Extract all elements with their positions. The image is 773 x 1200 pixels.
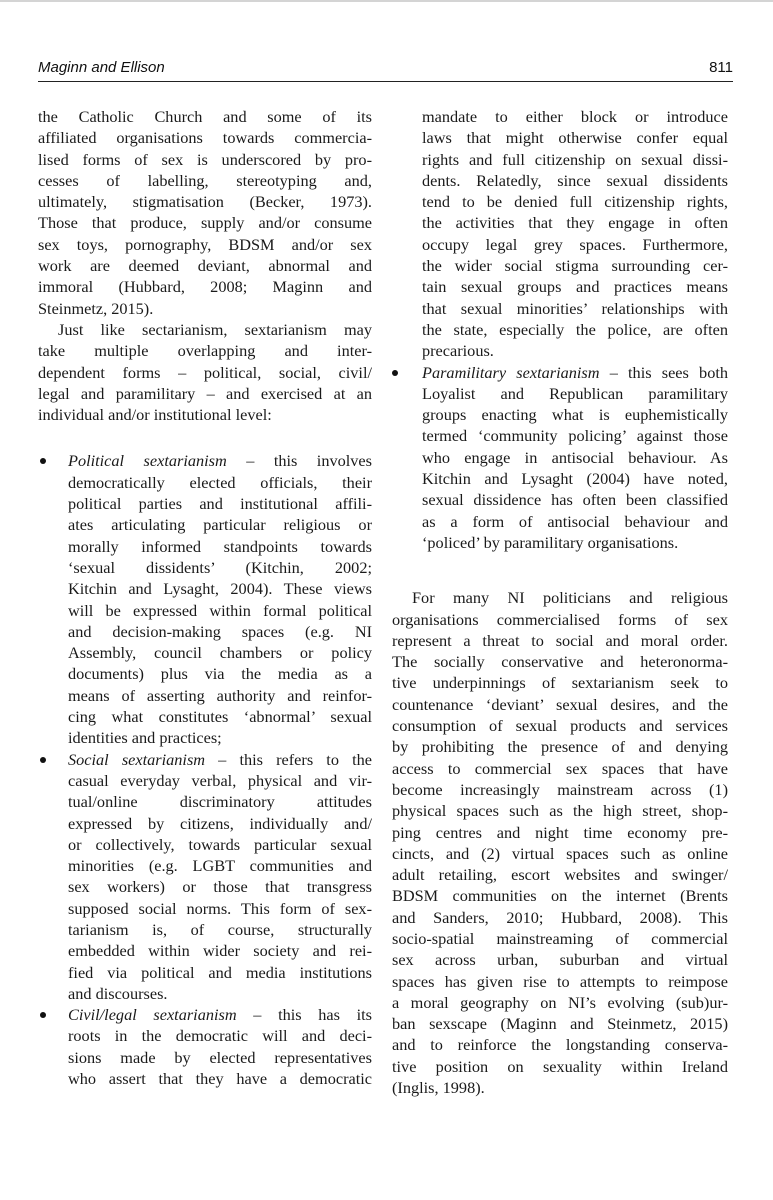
text-line: and to reinforce the longstanding conserva- (392, 1035, 728, 1055)
text-line: identities and practices; (68, 728, 222, 748)
text-line: tain sexual groups and practices means (422, 277, 728, 297)
text-line: mandate to either block or introduce (422, 107, 728, 126)
text-line: Civil/legal sextarianism – this has its (68, 1005, 372, 1025)
text-line: work are deemed deviant, abnormal and (38, 256, 372, 276)
text-line: access to commercial sex spaces that have (392, 758, 728, 778)
text-line: For many NI politicians and religious (412, 588, 728, 608)
bullet-icon (392, 362, 422, 383)
text-line: the activities that they engage in often (422, 213, 728, 233)
text-line: (Inglis, 1998). (392, 1078, 485, 1098)
text-line: morally informed standpoints towards (68, 536, 372, 556)
header-rule (38, 81, 733, 82)
text-line: tive position on sexuality within Ireland (392, 1056, 728, 1076)
top-border (0, 0, 773, 2)
text-line: by prohibiting the presence of and denying (392, 737, 728, 757)
text-line: countenance ‘deviant’ sexual desires, and the (392, 694, 728, 714)
text-line: occupy legal grey spaces. Furthermore, (422, 234, 728, 254)
text-line: laws that might otherwise confer equal (422, 128, 728, 148)
text-line: The socially conservative and heteronorma- (392, 652, 728, 672)
text-line: sex toys, pornography, BDSM and/or sex (38, 234, 372, 254)
running-header (38, 57, 733, 83)
text-line: roots in the democratic will and deci- (68, 1026, 372, 1046)
text-line: take multiple overlapping and inter- (38, 341, 372, 361)
term-civil-legal: Civil/legal sextarianism (68, 1005, 237, 1025)
bullet-icon (38, 749, 68, 770)
list-item-social (38, 749, 372, 1005)
text-line: lised forms of sex is underscored by pro- (38, 149, 372, 169)
text-line: the Catholic Church and some of its (38, 107, 372, 126)
text-line: ‘policed’ by paramilitary organisations. (422, 532, 679, 552)
text-line: Assembly, council chambers or policy (68, 643, 372, 663)
text-line: groups enacting what is euphemistically (422, 405, 728, 425)
text-line: tend to be denied full citizenship rights, (422, 192, 728, 212)
text-line: that sexual minorities’ relationships with (422, 298, 728, 318)
text-line: cing what constitutes ‘abnormal’ sexual (68, 707, 372, 727)
list-item-civil-legal (38, 1004, 372, 1089)
text-line: tual/online discriminatory attitudes (68, 792, 372, 812)
text-line: Political sextarianism – this involves (68, 451, 372, 471)
term-social: Social sextarianism (68, 749, 206, 769)
text-line: supposed social norms. This form of sex- (68, 898, 372, 918)
term-paramilitary: Paramilitary sextarianism (422, 362, 600, 382)
text-line: sexual dissidence has often been classified (422, 490, 728, 510)
bullet-icon (38, 450, 68, 471)
paragraph-continued (38, 106, 372, 319)
text-line: embedded within wider society and rei- (68, 941, 372, 961)
text-line: Social sextarianism – this refers to the (68, 749, 372, 769)
text-line: fied via political and media institutions (68, 962, 372, 982)
text-line: as a form of antisocial behaviour and (422, 511, 728, 531)
spacer (38, 425, 372, 450)
text-line: Kitchin and Lysaght (2004) have noted, (422, 469, 728, 489)
text-line: and discourses. (68, 983, 168, 1003)
text-line: Kitchin and Lysaght, 2004). These views (68, 579, 372, 599)
text-line: and decision-making spaces (e.g. NI (68, 621, 372, 641)
text-line: cincts, and (2) virtual spaces such as online (392, 843, 728, 863)
text-line: consumption of sexual products and services (392, 716, 728, 736)
text-line: expressed by citizens, individually and/ (68, 813, 372, 833)
text-line: Just like sectarianism, sextarianism may (58, 319, 372, 339)
text-line: ban sexscape (Maginn and Steinmetz, 2015) (392, 1014, 728, 1034)
text-line: legal and paramilitary – and exercised at an (38, 383, 372, 403)
text-line: Paramilitary sextarianism – this sees both (422, 362, 728, 382)
text-line: the state, especially the police, are often (422, 319, 728, 339)
text-line: and Sanders, 2010; Hubbard, 2008). This (392, 907, 728, 927)
text-line: or collectively, towards particular sexual (68, 834, 372, 854)
text-line: casual everyday verbal, physical and vir- (68, 770, 372, 790)
text-line: socio-spatial mainstreaming of commercial (392, 928, 728, 948)
text-line: a moral geography on NI’s evolving (sub)ur- (392, 992, 728, 1012)
text-line: spaces has given rise to attempts to reimpose (392, 971, 728, 991)
list-item-paramilitary (392, 362, 728, 554)
running-head-authors: Maginn and Ellison (38, 59, 165, 76)
spacer (392, 553, 728, 587)
text-line: termed ‘community policing’ against those (422, 426, 728, 446)
text-line: organisations commercialised forms of sex (392, 609, 728, 629)
text-line: ates articulating particular religious or (68, 515, 372, 535)
text-line: democratically elected officials, their (68, 472, 372, 492)
text-line: ping centres and night time economy pre- (392, 822, 728, 842)
text-line: ultimately, stigmatisation (Becker, 1973). (38, 192, 372, 212)
text-line: represent a threat to social and moral order. (392, 630, 728, 650)
text-line: physical spaces such as the high street, shop- (392, 801, 728, 821)
text-line: adult retailing, escort websites and swinger/ (392, 865, 728, 885)
text-line: the wider social stigma surrounding cer- (422, 256, 728, 276)
text-line: sex workers) or those that transgress (68, 877, 372, 897)
text-line: rights and full citizenship on sexual dissi- (422, 149, 728, 169)
text-line: political parties and institutional affili- (68, 494, 372, 514)
text-line: dents. Relatedly, since sexual dissidents (422, 170, 728, 190)
text-line: who assert that they have a democratic (68, 1069, 372, 1089)
text-line: sions made by elected representatives (68, 1047, 372, 1067)
text-line: affiliated organisations towards commercia- (38, 128, 372, 148)
list-item-political (38, 450, 372, 748)
paragraph-forms (38, 319, 372, 425)
text-line: ‘sexual dissidents’ (Kitchin, 2002; (68, 557, 372, 577)
text-line: documents) plus via the media as a (68, 664, 372, 684)
text-line: become increasingly mainstream across (1) (392, 779, 728, 799)
text-line: tive underpinnings of sextarianism seek to (392, 673, 728, 693)
text-line: cesses of labelling, stereotyping and, (38, 170, 372, 190)
list-item-civil-legal-continued (392, 106, 728, 362)
text-line: will be expressed within formal political (68, 600, 372, 620)
page-number: 811 (709, 59, 733, 76)
text-line: dependent forms – political, social, civil/ (38, 362, 372, 382)
text-line: Loyalist and Republican paramilitary (422, 383, 728, 403)
text-line: sex across urban, suburban and virtual (392, 950, 728, 970)
text-line: individual and/or institutional level: (38, 405, 272, 425)
text-line: precarious. (422, 341, 494, 361)
text-line: minorities (e.g. LGBT communities and (68, 856, 372, 876)
term-political: Political sextarianism (68, 451, 227, 471)
text-line: tarianism is, of course, structurally (68, 919, 372, 939)
text-line: BDSM communities on the internet (Brents (392, 886, 728, 906)
text-line: immoral (Hubbard, 2008; Maginn and (38, 277, 372, 297)
text-line: Steinmetz, 2015). (38, 298, 154, 318)
text-line: who engage in antisocial behaviour. As (422, 447, 728, 467)
paragraph-main (392, 587, 728, 1098)
left-column (38, 106, 372, 1089)
text-line: means of asserting authority and reinfor- (68, 685, 372, 705)
bullet-icon (38, 1004, 68, 1025)
right-column (392, 106, 728, 1098)
text-line: Those that produce, supply and/or consume (38, 213, 372, 233)
